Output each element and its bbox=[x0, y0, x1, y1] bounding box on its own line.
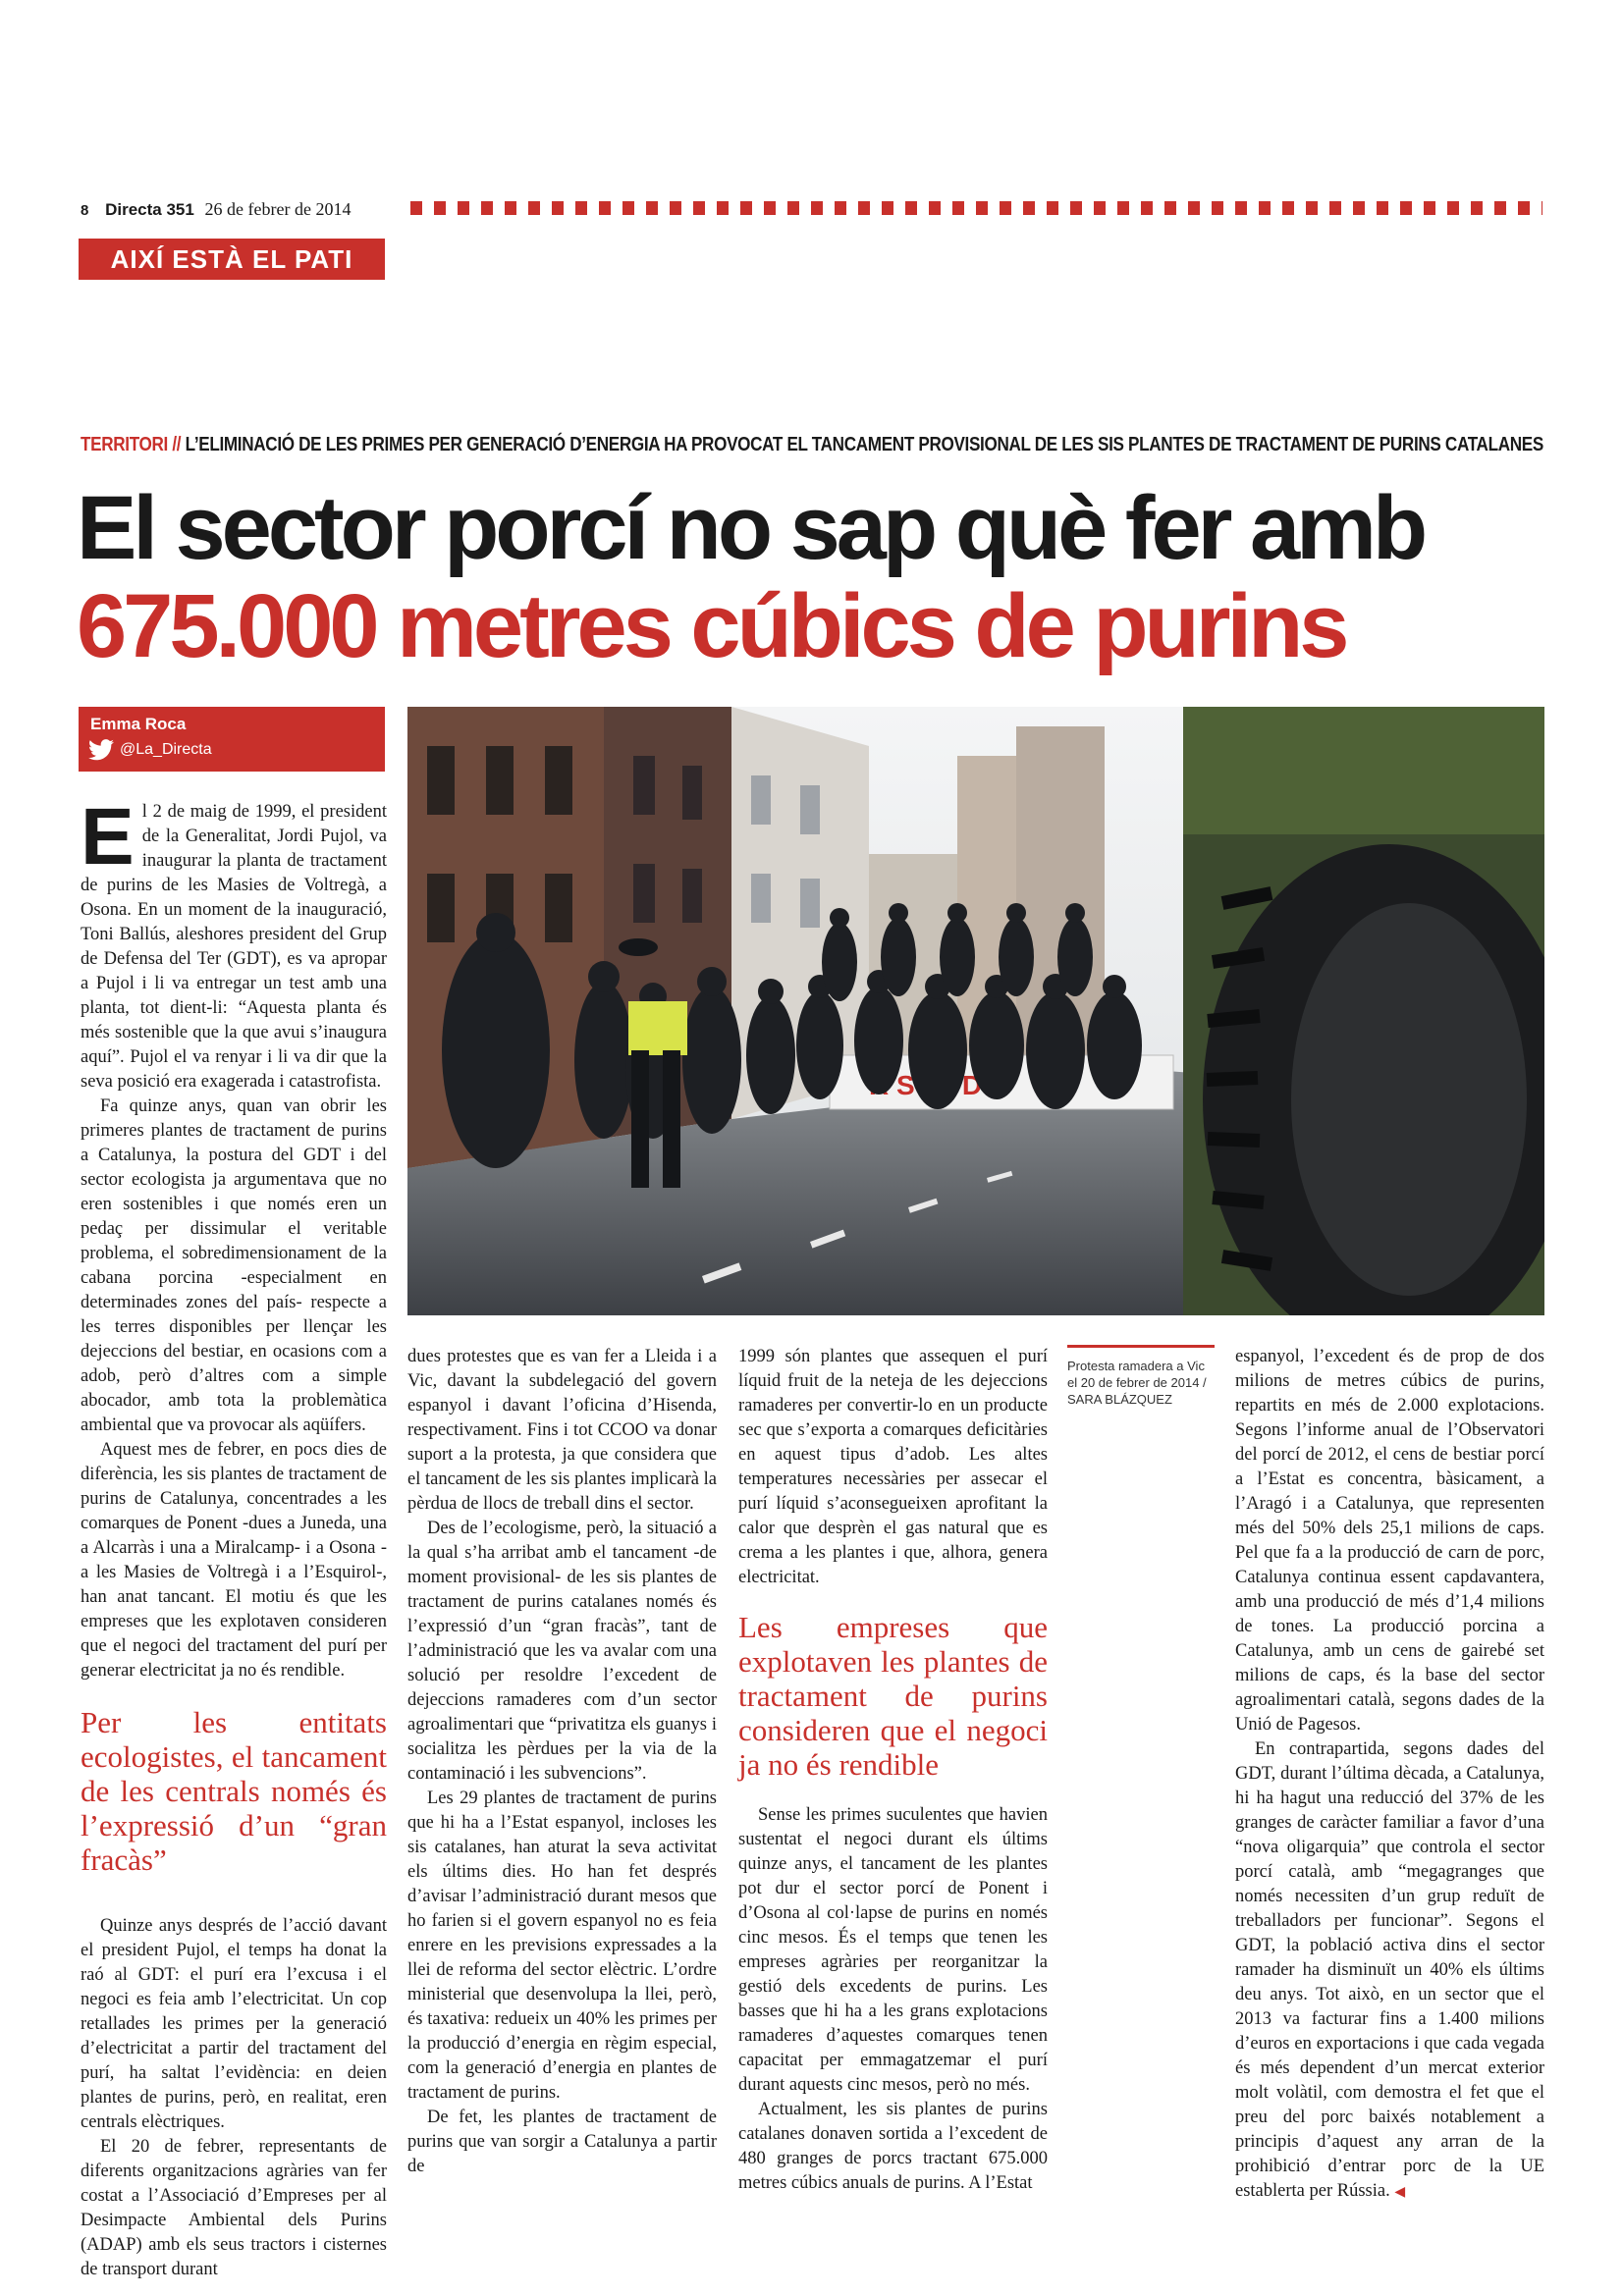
photo-caption: Protesta ramadera a Vic el 20 de febrer de 2014 / SARA BLÁZQUEZ bbox=[1067, 1345, 1215, 1408]
article-column-3 bbox=[738, 1345, 1048, 2196]
paragraph: espanyol, l’excedent és de prop de dos milions de metres cúbics de purins, repartits en més de 2.000 explotacions. Segons l’informe anual de l’Observatori del porcí de 2012, el cens de bestiar porcí a l’Estat es concentra, bàsicament, a l’Aragó i a Catalunya, que representen més del 50% dels 25,1 milions de caps. Pel que fa a la producció de carn de porc, Catalunya continua essent capdavantera, amb una producció de més d’1,4 milions de tones. La producció porcina a Catalunya, amb un cens de gairebé set milions de caps, és la base del sector agroalimentari català, segons dades de la Unió de Pagesos. bbox=[1235, 1347, 1544, 1735]
page-number: 8 bbox=[81, 202, 89, 219]
issue-date: 26 de febrer de 2014 bbox=[204, 199, 352, 219]
headline-line-1: El sector porcí no sap què fer amb bbox=[77, 478, 1425, 578]
paragraph: Actualment, les sis plantes de purins catalanes donaven sortida a l’excedent de 480 granges de porcs tractant 675.000 metres cúbics anuals de purins. A l’Estat bbox=[738, 2100, 1048, 2193]
section-tag: AIXÍ ESTÀ EL PATI bbox=[79, 239, 385, 280]
paragraph: El 2 de maig de 1999, el president de la Generalitat, Jordi Pujol, va inaugurar la planta de tractament de purins de les Masies de Voltregà, a Osona. En un moment de la inauguració, Toni Ballús, aleshores president del Grup de Defensa del Ter (GDT), es va apropar a Pujol i li va entregar un test amb una planta, tot dient-li: “Aquesta planta és més sostenible que la que avui s’inaugura aquí”. Pujol el va renyar i li va dir que la seva posició era exagerada i catastrofista. bbox=[81, 792, 387, 1092]
paragraph: El 20 de febrer, representants de diferents organitzacions agràries van fer costat a l’Associació d’Empreses per al Desimpacte Ambiental dels Purins (ADAP) amb els seus tractors i cisternes de transport durant bbox=[81, 2137, 387, 2279]
pullquote-1: Per les entitats ecologistes, el tancament de les centrals només és l’expressió d’un “gran fracàs” bbox=[81, 1705, 387, 1877]
twitter-handle[interactable]: @La_Directa bbox=[120, 741, 212, 758]
paragraph: En contrapartida, segons dades del GDT, durant l’última dècada, a Catalunya, hi ha hagut una reducció del 37% de les granges de caràcter familiar a favor d’una “nova oligarquia” que controla el sector porcí català, amb “megagranges que només necessiten d’un grup reduït de treballadors per funcionar”. Segons el GDT, la població activa dins el sector ramader ha disminuït un 40% els últims deu anys. Tot això, en un sector que el 2013 va facturar fins a 1.400 milions d’euros en exportacions i que cada vegada és més dependent d’un mercat exterior molt volàtil, com demostra el fet que el preu del porc baixés notablement a principis d’aquest any arran de la prohibició d’entrar porc de la UE establerta per Rússia. ◀ bbox=[1235, 1739, 1544, 2201]
pullquote-2: Les empreses que explotaven les plantes de tractament de purins consideren que el negoci ja no és rendible bbox=[738, 1610, 1048, 1782]
kicker-category: TERRITORI bbox=[81, 433, 168, 455]
twitter-bird-icon bbox=[88, 739, 114, 761]
kicker-text: L’ELIMINACIÓ DE LES PRIMES PER GENERACIÓ D’ENERGIA HA PROVOCAT EL TANCAMENT PROVISIONAL DE LES SIS PLANTES DE TRACTAMENT DE PURINS CATALANES bbox=[185, 433, 1543, 455]
paragraph: 1999 són plantes que assequen el purí líquid fruit de la neteja de les dejeccions ramaderes per convertir-lo en un producte sec que s’exporta a comarques deficitàries en aquest tipus d’adob. Les altes temperatures necessàries per assecar el purí líquid s’aconsegueixen aprofitant la calor que desprèn el gas natural que es crema a les plantes i que, alhora, genera electricitat. bbox=[738, 1347, 1048, 1587]
headline bbox=[77, 479, 1549, 675]
end-of-article-icon: ◀ bbox=[1394, 2185, 1406, 2200]
paragraph: Sense les primes suculentes que havien sustentat el negoci durant els últims quinze anys, el tancament de les plantes pot dur el sector porcí de Ponent i d’Osona al col·lapse de purins en només cinc mesos. És el temps que tenen les empreses agràries per reorganitzar la gestió dels excedents de purins. Les basses que hi ha a les grans explotacions ramaderes d’aquestes comarques tenen capacitat per emmagatzemar el purí durant aquests cinc mesos, però no més. bbox=[738, 1805, 1048, 2095]
paragraph: Quinze anys després de l’acció davant el president Pujol, el temps ha donat la raó al GDT: el purí era l’excusa i el negoci es feia amb l’electricitat. Un cop retallades les primes per la generació d’electricitat a partir del tractament del purí, ha saltat l’evidència: en deien plantes de purins, però, en realitat, eren centrals elèctriques. bbox=[81, 1916, 387, 2132]
byline-box bbox=[79, 707, 385, 772]
author-name: Emma Roca bbox=[90, 715, 187, 733]
protest-photo-illustration bbox=[407, 707, 1544, 1315]
article-column-4 bbox=[1235, 1345, 1544, 2205]
banner-text: D bbox=[961, 1070, 983, 1100]
article-column-1 bbox=[81, 792, 387, 2282]
paragraph: Des de l’ecologisme, però, la situació a la qual s’ha arribat amb el tancament -de moment provisional- de les sis plantes de tractament de purins catalanes només és l’expressió d’un “gran fracàs”, tant de l’administració que les va avalar com una solució per resoldre l’excedent de dejeccions ramaderes com d’un sector agroalimentari que “privatitza els guanys i socialitza les pèrdues per la via de la contaminació i les subvencions”. bbox=[407, 1519, 717, 1784]
dropcap: E bbox=[81, 792, 135, 881]
article-photo bbox=[407, 707, 1544, 1315]
paragraph: De fet, les plantes de tractament de purins que van sorgir a Catalunya a partir de bbox=[407, 2108, 717, 2176]
folio bbox=[81, 199, 352, 220]
article-column-2 bbox=[407, 1345, 717, 2179]
publication-name: Directa 351 bbox=[105, 200, 194, 219]
twitter-handle-row[interactable] bbox=[88, 739, 212, 761]
paragraph: Fa quinze anys, quan van obrir les primeres plantes de tractament de purins a Catalunya, la postura del GDT i del sector ecologista ja argumentava que no eren sostenibles i que només eren un pedaç per dissimular el veritable problema, el sobredimensionament de la cabana porcina -especialment en determinades zones del país- respecte a les terres disponibles per llençar les dejeccions del bestiar, en ocasions com a adob, però d’altres com a simple abocador, amb tota la problemàtica ambiental que va provocar als aqüífers. bbox=[81, 1096, 387, 1435]
police-vest bbox=[628, 1001, 687, 1055]
kicker-separator: // bbox=[172, 433, 182, 455]
paragraph: Les 29 plantes de tractament de purins que hi ha a l’Estat espanyol, incloses les sis catalanes, han aturat la seva activitat els últims dies. Ho han fet després d’avisar l’administració durant mesos que ho farien si el govern espanyol no es feia enrere en les previsions expressades a la llei de reforma del sector elèctric. L’ordre ministerial que desenvolupa la llei, però, és taxativa: redueix un 40% les primes per la producció d’energia en règim especial, com la generació d’energia en plantes de tractament de purins. bbox=[407, 1789, 717, 2103]
kicker bbox=[81, 433, 1543, 456]
decorative-dashed-rule bbox=[410, 201, 1542, 215]
paragraph: Aquest mes de febrer, en pocs dies de diferència, les sis plantes de tractament de purins de Catalunya, concentrades a les comarques de Ponent -dues a Juneda, una a Alcarràs i una a Miralcamp- i a Osona -a les Masies de Voltregà i a l’Esquirol-, han anat tancant. El motiu és que les empreses que les explotaven consideren que el negoci del tractament del purí per generar electricitat ja no és rendible. bbox=[81, 1440, 387, 1681]
headline-line-2: 675.000 metres cúbics de purins bbox=[77, 576, 1346, 676]
paragraph: dues protestes que es van fer a Lleida i a Vic, davant la subdelegació del govern espanyol i davant l’oficina d’Hisenda, respectivament. Fins i tot CCOO va donar suport a la protesta, ja que considera que el tancament de les sis plantes implicarà la pèrdua de llocs de treball dins el sector. bbox=[407, 1347, 717, 1514]
